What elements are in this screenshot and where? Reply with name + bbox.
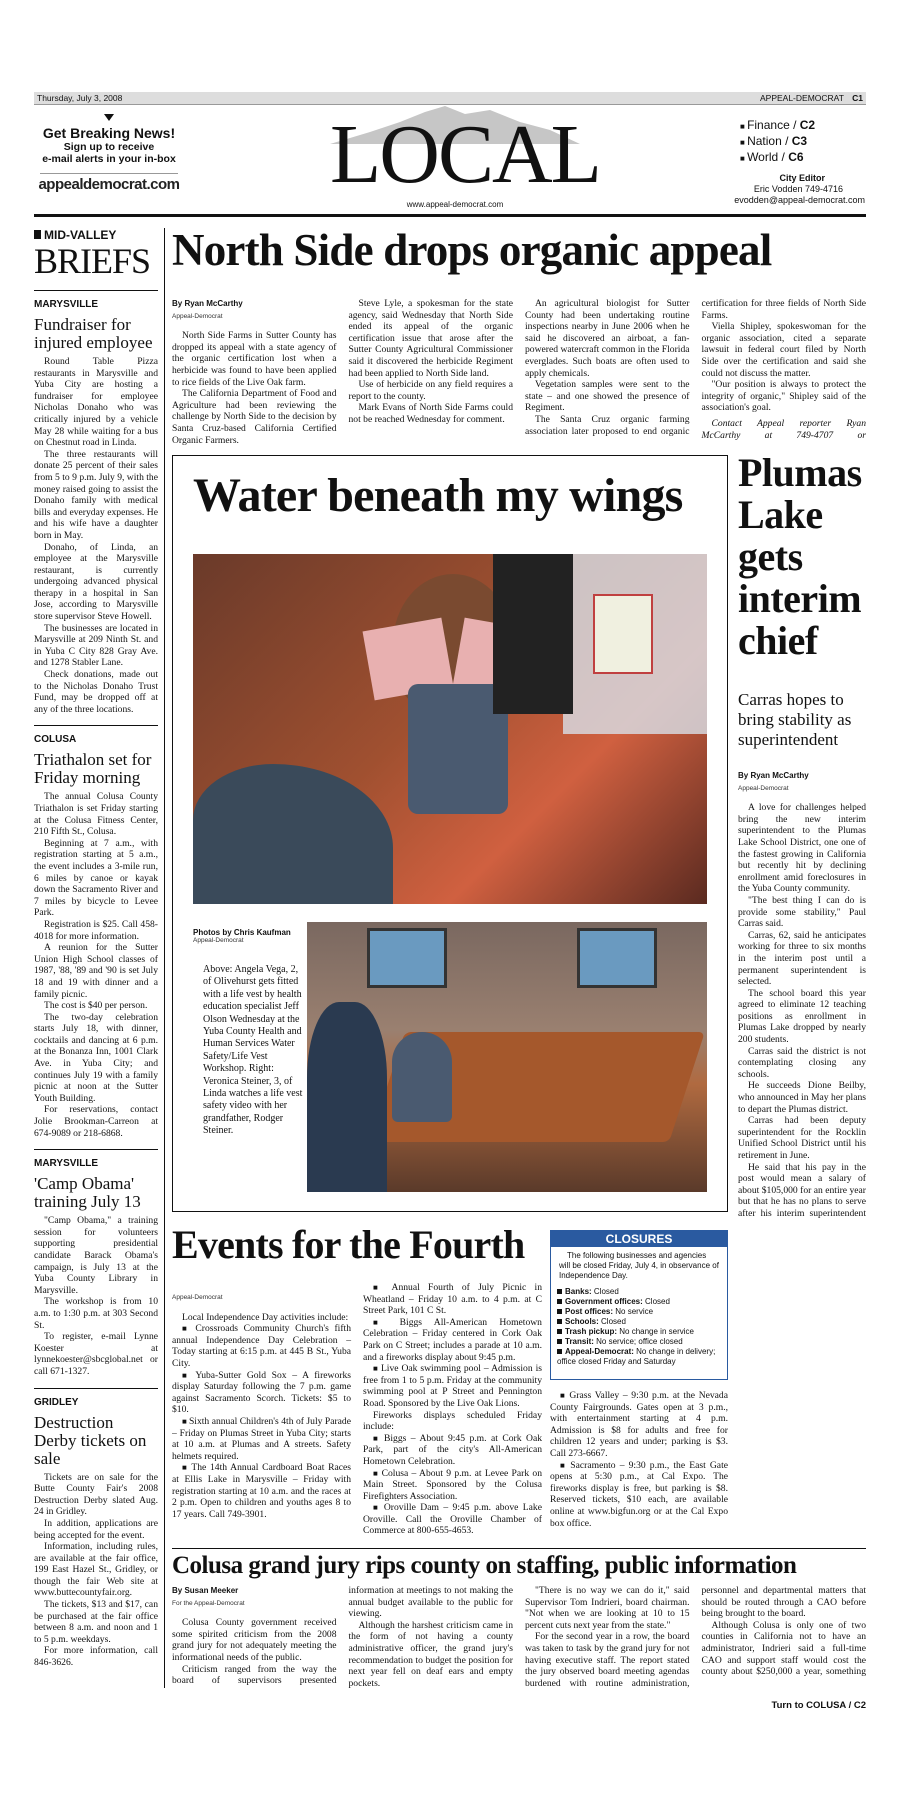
- briefs-divider: [164, 228, 165, 1688]
- closure-row: [557, 1337, 721, 1347]
- fireworks-item: ■ Colusa – About 9 p.m. at Levee Park on Main Street. Sponsored by the Colusa Firefighters Association.: [363, 1468, 542, 1503]
- site-url[interactable]: www.appeal-democrat.com: [406, 200, 504, 209]
- lead-story: [172, 298, 866, 448]
- colusa-top-rule: [172, 1548, 866, 1549]
- closure-value: No change in delivery; office closed Friday and Saturday: [557, 1347, 716, 1366]
- brief-item: [34, 1149, 158, 1377]
- brief-body: [34, 1472, 158, 1669]
- breaking-title: Get Breaking News!: [42, 125, 176, 141]
- brief-paragraph: For reservations, contact Jolie Brookman-Carreon at 674-9089 or 218-6868.: [34, 1104, 158, 1139]
- closure-value: Closed: [593, 1287, 619, 1296]
- lead-paragraph: Steve Lyle, a spokesman for the state agency, said Wednesday that North Side ended its appeal of the organic certification issue that arose after the Sutter County Agricultural Commissioner said it discovered the herbicide Regiment had been applied to North Side land.: [348, 298, 513, 379]
- event-item: ■ The 14th Annual Cardboard Boat Races at Ellis Lake in Marysville – Friday with registration starting at 10 a.m. and the races at 2 p.m. Open to children and youths ages 8 to 17 years. Call 749-3901.: [172, 1462, 351, 1520]
- colusa-credit: For the Appeal-Democrat: [172, 1599, 245, 1607]
- events-intro: Local Independence Day activities include:: [182, 1311, 349, 1323]
- fireworks-item: ■ Biggs – About 9:45 p.m. at Cork Oak Park, part of the city's All-American Hometown Celebration.: [363, 1433, 542, 1468]
- brief-paragraph: The annual Colusa County Triathalon is set Friday starting at the Colusa Fitness Center, 210 Fifth St., Colusa.: [34, 791, 158, 838]
- closure-row: [557, 1297, 721, 1307]
- editor-email[interactable]: evodden@appeal-democrat.com: [734, 195, 865, 205]
- lead-paragraph: The Santa Cruz organic farming association later proposed to end organic certification for three fields of North Side Farms.: [525, 298, 866, 437]
- fireworks-intro: Fireworks displays scheduled Friday include:: [363, 1409, 542, 1433]
- lead-paragraph: Use of herbicide on any field requires a report to the county.: [348, 379, 513, 402]
- secondary-photo: [307, 922, 707, 1192]
- masthead-rule: [34, 214, 866, 217]
- briefs-title: BRIEFS: [34, 241, 151, 281]
- editor-name: Eric Vodden 749-4716: [753, 184, 843, 194]
- section-index: [740, 118, 865, 166]
- plumas-paragraph: Carras said the district is not contemplating closing any schools.: [738, 1045, 866, 1080]
- brief-item: [34, 290, 158, 715]
- breaking-line2: e-mail alerts in your in-box: [42, 153, 176, 165]
- closure-value: Closed: [601, 1317, 626, 1326]
- plumas-paragraph: Carras, 62, said he anticipates working for three to six months in the interim post until a permanent superintendent is selected.: [738, 929, 866, 988]
- index-nation[interactable]: ■ Nation / C3: [740, 134, 865, 150]
- fireworks-item: ■ Sacramento – 9:30 p.m., the East Gate opens at 5:30 p.m., at Cal Expo. The fireworks display is free, but parking is $8. Reserved tickets, $10 each, are available online at www.bigfun.org or at the Cal Expo box office.: [550, 1460, 728, 1530]
- bullet-square-icon: [557, 1299, 562, 1304]
- event-item: ■ Live Oak swimming pool – Admission is free from 1 to 5 p.m. Friday at the community swimming pool at P Street and Pennington Road. Sponsored by the Live Oak Lions.: [363, 1363, 542, 1409]
- lead-byline: By Ryan McCarthy: [172, 299, 243, 308]
- brief-paragraph: The workshop is from 10 a.m. to 1:30 p.m. at 303 Second St.: [34, 1296, 158, 1331]
- arrow-down-icon: [104, 114, 114, 121]
- lead-paragraph: Mark Evans of North Side Farms could not be reached Wednesday for comment.: [348, 402, 513, 425]
- bullet-square-icon: [557, 1339, 562, 1344]
- closure-row: [557, 1347, 721, 1367]
- brief-headline: Destruction Derby tickets on sale: [34, 1412, 147, 1468]
- event-item: ■ Annual Fourth of July Picnic in Wheatland – Friday 10 a.m. to 4 p.m. at C Street Park, 101 C St.: [363, 1282, 542, 1317]
- events-story: [172, 1282, 542, 1542]
- plumas-story: [738, 770, 866, 1218]
- brief-paragraph: The two-day celebration starts July 18, with dinner, cocktails and dancing at 6 p.m. at the Bonanza Inn, 1001 Clark Ave. in Yuba City; and continues July 19 with a family picnic at noon at the Sutter Youth Building.: [34, 1011, 158, 1104]
- closure-label: Trash pickup:: [565, 1327, 618, 1336]
- fireworks-item: ■ Grass Valley – 9:30 p.m. at the Nevada County Fairgrounds. Gates open at 3 p.m., with entertainment starting at 4 p.m. Admission is $8 for adults and free for children 12 years and under; parking is $3. Call 273-6667.: [550, 1390, 728, 1460]
- plumas-paragraph: He said that his pay in the post would mean a salary of about $105,000 for an entire year but that he has no plans to serve after his interim superintendent: [738, 1161, 866, 1218]
- brief-paragraph: Check donations, made out to the Nicholas Donaho Trust Fund, may be dropped off at any of the three locations.: [34, 669, 158, 715]
- photo-credit: [193, 928, 303, 944]
- closure-value: No service; office closed: [596, 1337, 683, 1346]
- closure-label: Appeal-Democrat:: [565, 1347, 634, 1356]
- page-number: C1: [852, 93, 863, 103]
- closure-value: No change in service: [619, 1327, 694, 1336]
- colusa-paragraph: Criticism ranged from the way the board of supervisors presented information at meetings to not making the annual budget available to the public for viewing.: [172, 1585, 513, 1687]
- breaking-news-promo[interactable]: [34, 112, 184, 210]
- briefs-kicker: MID-VALLEY: [34, 228, 158, 242]
- brief-paragraph: A reunion for the Sutter Union High School classes of 1987, '88, '89 and '90 is set July 18 and 19 with dinner and a family picnic.: [34, 942, 158, 1000]
- breaking-line1: Sign up to receive: [63, 141, 155, 153]
- lead-paragraph: North Side Farms in Sutter County has dropped its appeal with a state agency of the organic certification lost when a herbicide was found to have been applied to rice fields of the Live Oak farm.: [172, 330, 337, 388]
- colusa-paragraph: For the second year in a row, the board was taken to task by the grand jury for not having executive staff. The report stated the jury observed board meeting agendas burdened with routine administration, personnel and departmental matters that should be routed through a CAO before being brought to the board.: [525, 1585, 866, 1689]
- site-logo[interactable]: appealdemocrat.com: [38, 176, 180, 193]
- plumas-headline: Plumas Lake gets interim chief: [738, 450, 862, 663]
- plumas-paragraph: The school board this year agreed to eliminate 12 teaching positions as enrollment in Plumas Lake dropped by nearly 200 students.: [738, 987, 866, 1046]
- brief-paragraph: The tickets, $13 and $17, can be purchased at the fair office between 8 a.m. and noon and 1 to 5 p.m. weekdays.: [34, 1599, 158, 1645]
- colusa-paragraph: Colusa County government received some spirited criticism from the 2008 grand jury for not adequately meeting the informational needs of the public.: [172, 1617, 337, 1663]
- brief-paragraph: The businesses are located in Marysville at 209 Ninth St. and in Yuba C City 828 Gray Ave. and 1278 Stabler Lane.: [34, 622, 158, 669]
- issue-date: Thursday, July 3, 2008: [37, 93, 123, 103]
- brief-paragraph: To register, e-mail Lynne Koester at lynnekoester@sbcglobal.net or call 671-1327.: [34, 1331, 158, 1377]
- closures-intro: The following businesses and agencies will be closed Friday, July 4, in observance of Independence Day.: [559, 1251, 719, 1280]
- closure-label: Government offices:: [565, 1297, 643, 1306]
- closure-label: Banks:: [565, 1287, 592, 1296]
- brief-body: [34, 1215, 158, 1377]
- colusa-jump[interactable]: Turn to COLUSA / C2: [771, 1700, 866, 1711]
- closure-label: Transit:: [565, 1337, 594, 1346]
- plumas-paragraph: He succeeds Dione Beilby, who announced in May her plans to depart the Plumas district.: [738, 1080, 866, 1115]
- main-photo: [193, 554, 707, 904]
- brief-paragraph: Registration is $25. Call 458-4018 for more information.: [34, 918, 158, 942]
- brief-location: MARYSVILLE: [34, 1149, 158, 1169]
- closure-value: Closed: [645, 1297, 670, 1306]
- events-headline: Events for the Fourth: [172, 1222, 525, 1267]
- closure-label: Schools:: [565, 1317, 599, 1326]
- lead-paragraph: The California Department of Food and Agriculture had been reviewing the challenge by North Side to the decision by Santa Cruz-based California Certified Organic Farmers.: [172, 388, 337, 446]
- closure-row: [557, 1327, 721, 1337]
- index-world[interactable]: ■ World / C6: [740, 150, 865, 166]
- brief-paragraph: Donaho, of Linda, an employee at the Marysville restaurant, is currently undergoing advanced physical therapy in a hospital in San Jose, according to Marysville store supervisor Steve Howell.: [34, 541, 158, 623]
- brief-paragraph: "Camp Obama," a training session for volunteers supporting presidential candidate Barack Obama's campaign, is July 13 at the Yuba County Library in Marysville.: [34, 1215, 158, 1296]
- lead-paragraph: Viella Shipley, spokeswoman for the organic association, cited a separate lawsuit in federal court filed by North Side over the certification and said she could not discuss the matter.: [701, 321, 866, 379]
- event-item: ■ Sixth annual Children's 4th of July Parade – Friday on Plumas Street in Yuba City; starts at 10 a.m. at Plumas and A streets. Safety helmets required.: [172, 1416, 351, 1462]
- bullet-square-icon: [557, 1349, 562, 1354]
- brief-headline: Fundraiser for injured employee: [34, 315, 153, 352]
- brief-paragraph: Beginning at 7 a.m., with registration starting at 5 a.m., the event includes a 3-mile run, 6 miles by canoe or kayak down the Sacramento River and 7 miles by bicycle to Levee Park.: [34, 837, 158, 919]
- index-finance[interactable]: ■ Finance / C2: [740, 118, 865, 134]
- plumas-credit: Appeal-Democrat: [738, 784, 789, 792]
- paper-name: APPEAL-DEMOCRAT: [759, 93, 844, 103]
- fireworks-more: [550, 1390, 728, 1542]
- closure-row: [557, 1317, 721, 1327]
- bullet-square-icon: [557, 1319, 562, 1324]
- brief-paragraph: The cost is $40 per person.: [44, 1000, 148, 1012]
- colusa-story: [172, 1585, 866, 1697]
- photo-credit-org: Appeal-Democrat: [193, 937, 244, 944]
- photo-feature-box: [172, 455, 728, 1212]
- colusa-headline: Colusa grand jury rips county on staffing, public information: [172, 1552, 797, 1579]
- brief-paragraph: Information, including rules, are available at the fair office, 199 East Hazel St., Gridley, or though the fair Web site at www.buttecountyfair.org.: [34, 1541, 158, 1599]
- brief-paragraph: Round Table Pizza restaurants in Marysville and Yuba City are hosting a fundraiser for employee Nicholas Donaho who was critically injured by a vehicle May 28 while waiting for a bus on Chestnut road in Linda.: [34, 356, 158, 449]
- section-masthead: [330, 104, 600, 214]
- colusa-paragraph: "There is no way we can do it," said Supervisor Tom Indrieri, board chairman. "Not when we are looking at 10 to 15 percent cuts next year from the state.": [525, 1585, 690, 1631]
- brief-paragraph: For more information, call 846-3626.: [34, 1645, 158, 1669]
- brief-item: [34, 725, 158, 1139]
- event-item: ■ Yuba-Sutter Gold Sox – A fireworks display Saturday following the 7 p.m. game against Sacramento Scorch. Tickets: $5 to $10.: [172, 1370, 351, 1416]
- lead-contact: Contact Appeal reporter Ryan McCarthy at 749-4707 or: [701, 417, 866, 441]
- closure-value: No service: [615, 1307, 654, 1316]
- colusa-paragraph: Although Colusa is only one of two counties in California not to have an administrator, Indrieri said a full-time CAO and support staff would cost the county about $250,000 a year, something: [701, 1619, 866, 1678]
- plumas-paragraph: A love for challenges helped bring the new interim superintendent to the Plumas Lake School District, one one of the fastest growing in California but recently hit by declining enrollment amid foreclosures in the Yuba County community.: [738, 802, 866, 895]
- plumas-byline: By Ryan McCarthy: [738, 771, 809, 780]
- photo-headline: Water beneath my wings: [193, 469, 683, 522]
- lead-headline: North Side drops organic appeal: [172, 225, 772, 275]
- colusa-byline: By Susan Meeker: [172, 1586, 239, 1595]
- bullet-square-icon: [557, 1329, 562, 1334]
- brief-location: COLUSA: [34, 725, 158, 745]
- city-editor-box: [690, 173, 865, 206]
- plumas-paragraph: Carras had been deputy superintendent for the Rocklin Unified School District until his retirement in June.: [738, 1115, 866, 1161]
- brief-body: [34, 356, 158, 715]
- bullet-square-icon: [557, 1289, 562, 1294]
- brief-item: [34, 1388, 158, 1669]
- brief-paragraph: In addition, applications are being accepted for the event.: [34, 1517, 158, 1541]
- closure-row: [557, 1287, 721, 1297]
- bullet-square-icon: [557, 1309, 562, 1314]
- plumas-deck: Carras hopes to bring stability as superintendent: [738, 690, 852, 749]
- photo-credit-by: Photos by Chris Kaufman: [193, 928, 291, 937]
- brief-location: MARYSVILLE: [34, 290, 158, 310]
- fireworks-item: ■ Oroville Dam – 9:45 p.m. above Lake Oroville. Call the Oroville Chamber of Commerce at 800-655-4653.: [363, 1502, 542, 1537]
- photo-caption: Above: Angela Vega, 2, of Olivehurst gets fitted with a life vest by health education specialist Jeff Olson Wednesday at the Yuba County Health and Human Services Water Safety/Life Vest Workshop. Right: Veronica Steiner, 3, of Linda watches a life vest safety video with her grandfather, Rodger Steiner.: [203, 964, 303, 1137]
- event-item: ■ Biggs All-American Hometown Celebration – Friday centered in Cork Oak Park on C Street; includes a parade at 10 a.m. and a fireworks display about 9:45 p.m.: [363, 1317, 542, 1363]
- brief-body: [34, 791, 158, 1139]
- brief-headline: Triathalon set for Friday morning: [34, 750, 152, 788]
- lead-paragraph: Vegetation samples were sent to the state – and one showed the presence of Regiment.: [525, 379, 690, 414]
- closures-box: [550, 1230, 728, 1380]
- colusa-paragraph: Although the harshest criticism came in the form of not having a county administrative officer, the grand jury's recommendation to budget the position for next year fell on deaf ears and empty pockets.: [348, 1619, 513, 1689]
- brief-headline: 'Camp Obama' training July 13: [34, 1174, 141, 1212]
- editor-title: City Editor: [779, 173, 825, 183]
- closure-row: [557, 1307, 721, 1317]
- closures-title: CLOSURES: [551, 1231, 727, 1247]
- brief-location: GRIDLEY: [34, 1388, 158, 1408]
- lead-paragraph: An agricultural biologist for Sutter County had been undertaking routine inspections nearby in June 2006 when he said he discovered an airboat, a fan-powered watercraft common in the Florida everglades. Such boats are often used to apply chemicals.: [525, 298, 690, 379]
- briefs-column: [34, 228, 158, 1688]
- events-credit: Appeal-Democrat: [172, 1294, 223, 1301]
- lead-credit: Appeal-Democrat: [172, 312, 223, 320]
- closure-label: Post offices:: [565, 1307, 614, 1316]
- plumas-paragraph: "The best thing I can do is provide some stability," Paul Carras said.: [738, 894, 866, 930]
- brief-paragraph: The three restaurants will donate 25 percent of their sales from 5 to 9 p.m. July 9, with the money raised going to assist the Donaho family with medical bills and everyday expenses. He and his wife have a daughter born in May.: [34, 448, 158, 541]
- section-title: LOCAL: [330, 108, 600, 201]
- lead-paragraph: "Our position is always to protect the integrity of organic," Shipley said of the association's goal.: [701, 379, 866, 414]
- brief-paragraph: Tickets are on sale for the Butte County Fair's 2008 Destruction Derby slated Aug. 24 in Gridley.: [34, 1471, 158, 1518]
- event-item: ■ Crossroads Community Church's fifth annual Independence Day Celebration – Today starting at 6:15 p.m. at 445 B St., Yuba City.: [172, 1323, 351, 1369]
